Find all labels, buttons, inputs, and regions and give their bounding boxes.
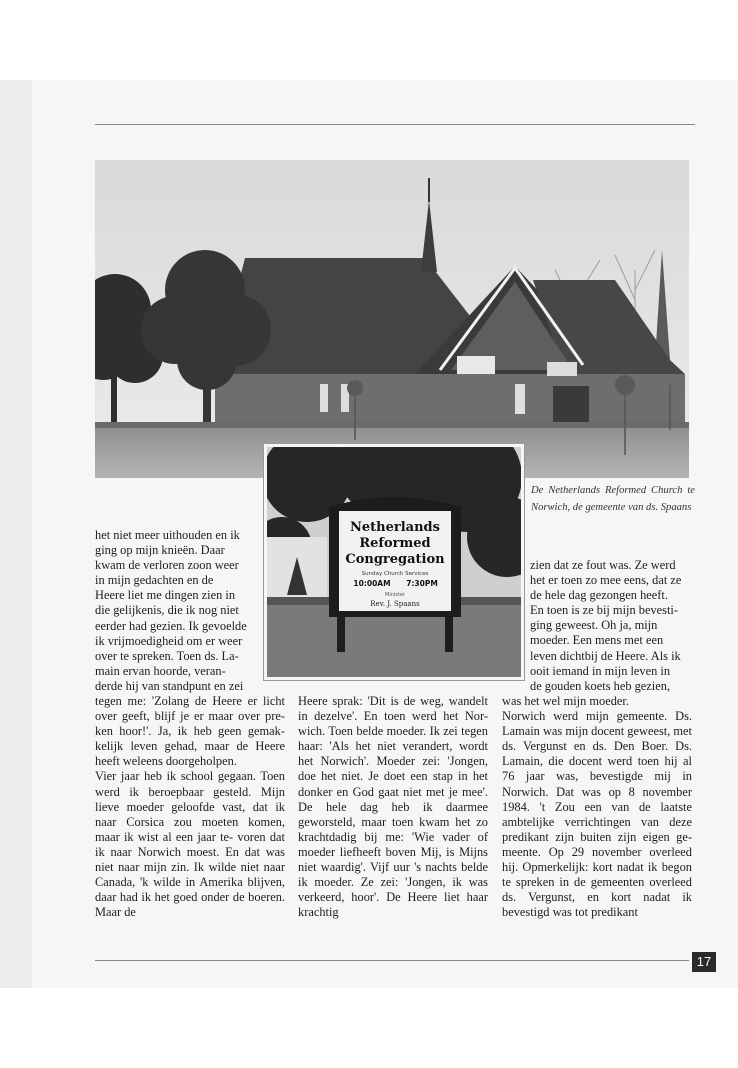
text-line: main ervan hoorde, veran- xyxy=(95,663,226,678)
text-line: de gouden koets heb gezien, xyxy=(530,678,671,693)
sign-line-3: Congregation xyxy=(345,552,445,567)
text-line: moeder. Een mens met een xyxy=(530,633,664,648)
sign-minister: Rev. J. Spaans xyxy=(370,600,420,608)
column-1-top xyxy=(95,528,255,694)
column-3-bottom xyxy=(502,694,692,920)
bottom-rule xyxy=(95,960,689,961)
text-line: ooit iemand in mijn leven in xyxy=(530,663,671,678)
text-line: ging op mijn knieën. Daar xyxy=(95,543,225,558)
column-1-bottom xyxy=(95,694,285,920)
sign-line-1: Netherlands xyxy=(350,520,440,535)
window xyxy=(457,356,495,374)
page-shadow xyxy=(0,80,32,988)
text-line: het er toen zo mee eens, dat ze xyxy=(530,573,682,588)
paragraph: tegen me: 'Zolang de Heere er licht over geeft, blijf je er maar over pre- ken hoor!'. Ja, ik heb geen gemak- kelijk leven gehad, maar de Heere heeft weleens doorgeholpen. xyxy=(95,694,285,769)
text-line: kwam de verloren zoon weer xyxy=(95,558,239,573)
church-photo xyxy=(95,160,689,478)
sign-photo xyxy=(264,444,524,680)
text-line: in mijn gedachten en de xyxy=(95,573,214,588)
paragraph: Heere sprak: 'Dit is de weg, wandelt in dezelve'. En toen werd het Nor- wich. Toen belde moeder. Ik zei tegen haar: 'Als het niet verandert, wordt het Norwich'. Moeder zei: 'Jongen, doe het niet. Je doet een stap in het donker en God gaat niet met je mee'. De hele dag heb ik daarmee geworsteld, maar toen kwam het zo krachtdadig bij me: 'Wie vader of moeder liefheeft boven Mij, is Mijns niet waardig'. Vijf uur 's nachts belde ik moeder. Ze zei: 'Jongen, ik was verkeerd, hoor'. De Heere liet haar krachtig xyxy=(298,694,488,920)
text-line: het niet meer uithouden en ik xyxy=(95,528,240,542)
top-rule xyxy=(95,124,695,125)
window xyxy=(320,384,328,412)
page-number: 17 xyxy=(692,952,716,972)
text-line: ging geweest. Oh ja, mijn xyxy=(530,618,658,633)
column-2 xyxy=(298,694,488,920)
text-line: leven dichtbij de Heere. Als ik xyxy=(530,648,681,663)
photo-caption: De Netherlands Reformed Church te Norwich, de gemeente van ds. Spaans xyxy=(531,485,695,513)
window xyxy=(547,362,577,376)
church-wall xyxy=(215,374,685,426)
text-line: die gelijkenis, die ik nog niet xyxy=(95,603,239,618)
paragraph: Vier jaar heb ik school gegaan. Toen werd ik beroepbaar gesteld. Mijn lieve moeder geloofde vast, dat ik naar Corsica zou moeten komen, maar ik wist al een jaar te- voren dat ik naar Norwich moest. En dat was niet naar mijn zin. Ik wilde niet naar Canada, 'k wilde in Amerika blijven, daar had ik het goed onder de boeren. Maar de xyxy=(95,769,285,920)
church-door xyxy=(553,386,589,426)
text-line: over te spreken. Toen ds. La- xyxy=(95,648,239,663)
column-3-top xyxy=(530,558,690,694)
sign-services-label: Sunday Church Services xyxy=(361,571,429,577)
text-line: was het wel mijn moeder. xyxy=(502,694,629,708)
text-line: En toen is ze bij mijn bevesti- xyxy=(530,603,678,618)
paragraph: Norwich werd mijn gemeente. Ds. Lamain was mijn docent geweest, met ds. Vergunst en ds. Den Boer. Ds. Lamain, die docent werd toen hij al 76 jaar was, bevestigde mij in Norwich. Dat was op 8 november 1984. 't Zou een van de laatste ambtelijke verrichtingen van deze predikant zijn buiten zijn eigen ge- meente. Op 29 november overleed hij. Opmerkelijk: kort nadat ik begon te spreken in de gemeenten overleed ds. Vergunst, en kort nadat ik bevestigd was tot predikant xyxy=(502,709,692,920)
text-line: de hele dag gezongen heeft. xyxy=(530,588,668,603)
window xyxy=(515,384,525,414)
text-line: zien dat ze fout was. Ze werd xyxy=(530,558,676,572)
sign-time-pm: 7:30PM xyxy=(406,579,438,588)
text-line: eerder had gezien. Ik gevoelde xyxy=(95,618,247,633)
sign-line-2: Reformed xyxy=(359,536,431,551)
sign-time-am: 10:00AM xyxy=(353,579,391,588)
text-line: Heere liet me dingen zien in xyxy=(95,588,236,603)
sign-minister-label: Minister xyxy=(385,592,405,598)
text-line: derde hij van standpunt en zei xyxy=(95,678,244,693)
text-line: ik vrijmoedigheid om er weer xyxy=(95,633,243,648)
